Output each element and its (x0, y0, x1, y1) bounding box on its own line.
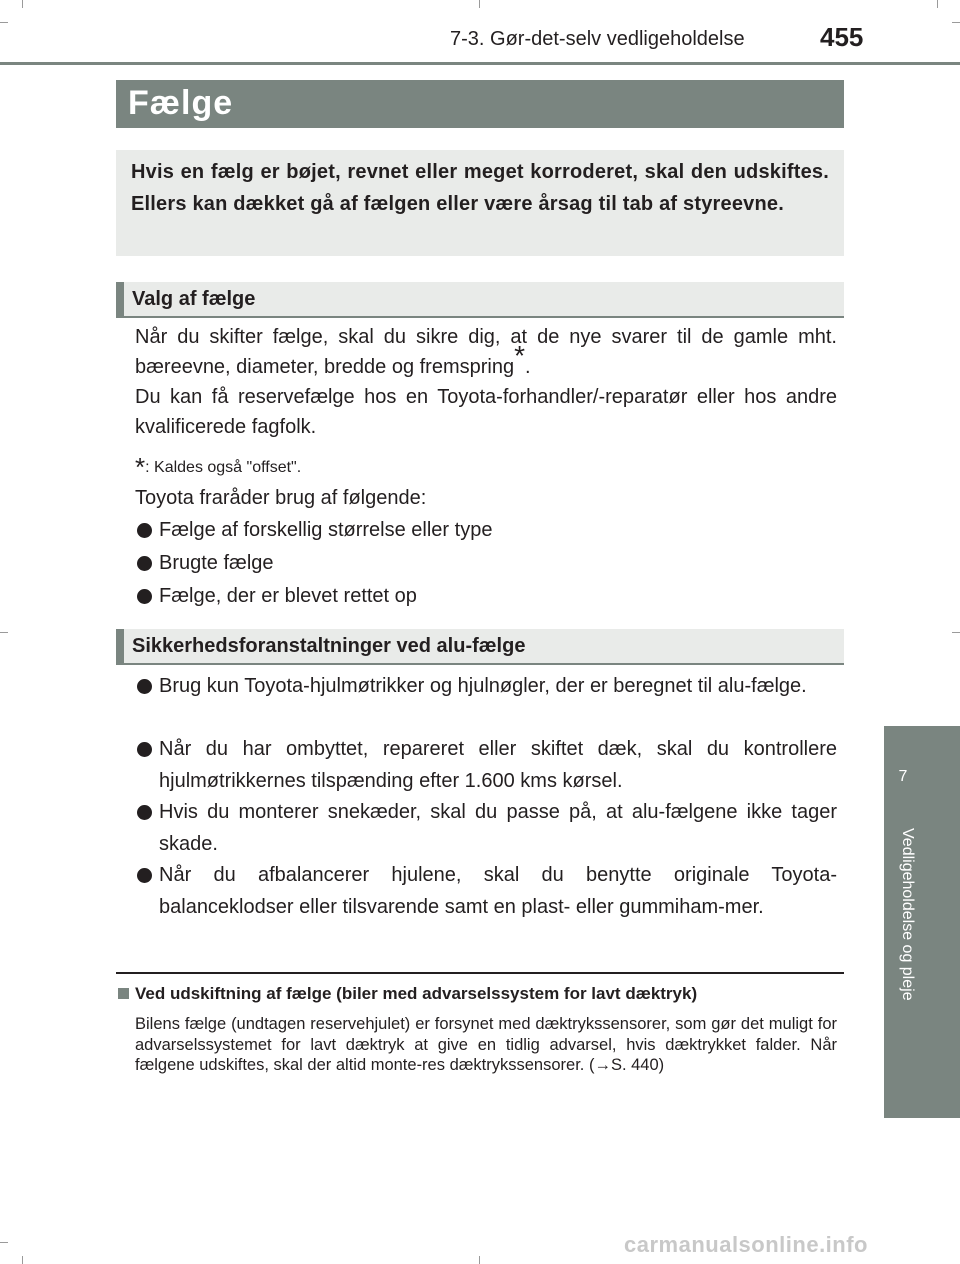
intro-box (116, 150, 844, 256)
list-item (135, 580, 837, 612)
heading-marker (116, 282, 124, 316)
bullet-dot (137, 868, 152, 883)
crop-mark (937, 0, 938, 8)
footnote-marker: * (514, 340, 526, 371)
crop-mark (0, 1242, 8, 1243)
footnote-star: * (135, 452, 146, 482)
list-item (135, 733, 837, 797)
list-item-text: Når du afbalancerer hjulene, skal du benytte originale Toyota-balanceklodser eller tilsvarende samt en plast- eller gummiham-mer. (159, 864, 837, 918)
footnote-text: : Kaldes også "offset". (145, 459, 302, 476)
note-body (135, 1014, 837, 1076)
list-item (135, 547, 837, 579)
chapter-label: Vedligeholdelse og pleje (899, 828, 916, 1001)
crop-mark (952, 22, 960, 23)
crop-mark (479, 1256, 480, 1264)
list-item-text: Når du har ombyttet, repareret eller skiftet dæk, skal du kontrollere hjulmøtrikkernes tilspænding efter 1.600 kms kørsel. (159, 738, 837, 792)
chapter-tab[interactable] (884, 726, 960, 1118)
section-heading-valg (116, 282, 844, 318)
bullet-dot (137, 556, 152, 571)
crop-mark (0, 22, 8, 23)
paragraph-end: . (525, 356, 531, 378)
bullet-dot (137, 523, 152, 538)
watermark: carmanualsonline.info (624, 1232, 868, 1257)
title-bar (116, 80, 844, 128)
header-section-title: 7-3. Gør-det-selv vedligeholdelse (450, 28, 745, 50)
note-heading (118, 984, 697, 1004)
lead-text: Toyota fraråder brug af følgende: (135, 487, 427, 509)
paragraph-choice (135, 322, 837, 382)
bullet-dot (137, 742, 152, 757)
page-number: 455 (820, 22, 864, 52)
crop-mark (0, 632, 8, 633)
bullet-dot (137, 589, 152, 604)
list-item (135, 670, 837, 702)
section-heading-alu (116, 629, 844, 665)
paragraph-dealer: Du kan få reservefælge hos en Toyota-forhandler/-reparatør eller hos andre kvalificerede fagfolk. (135, 386, 837, 438)
note-divider (116, 972, 844, 974)
list-item-text: Fælge, der er blevet rettet op (159, 585, 417, 607)
bullet-dot (137, 679, 152, 694)
arrow-right-icon: → (594, 1056, 611, 1074)
list-item (135, 796, 837, 860)
page-title: Fælge (128, 84, 234, 122)
crop-mark (22, 0, 23, 8)
section-heading-label: Valg af fælge (132, 288, 256, 310)
list-item (135, 859, 837, 923)
chapter-number: 7 (898, 768, 908, 785)
list-item-text: Brugte fælge (159, 552, 274, 574)
section-heading-label: Sikkerhedsforanstaltninger ved alu-fælge (132, 635, 526, 657)
square-bullet-icon (118, 988, 129, 999)
footnote (135, 448, 302, 482)
note-body-text: Bilens fælge (undtagen reservehjulet) er forsynet med dæktrykssensorer, som gør det muligt for advarselssystemet for lavt dæktryk at give en tidlig advarsel, hvis dæktrykket falder. Når fælgene udskiftes, skal der altid monte-res dæktrykssensorer. ( (135, 1015, 837, 1074)
paragraph-text: Når du skifter fælge, skal du sikre dig, at de nye svarer til de gamle mht. bæreevne, diameter, bredde og fremspring (135, 326, 837, 378)
intro-text: Hvis en fælg er bøjet, revnet eller meget korroderet, skal den udskiftes. Ellers kan dækket gå af fælgen eller være årsag til tab af styreevne. (131, 161, 829, 215)
bullet-dot (137, 805, 152, 820)
crop-mark (952, 632, 960, 633)
list-item-text: Fælge af forskellig størrelse eller type (159, 519, 493, 541)
list-item (135, 514, 837, 546)
header-rule (0, 62, 960, 65)
heading-marker (116, 629, 124, 663)
note-heading-text: Ved udskiftning af fælge (biler med advarselssystem for lavt dæktryk) (135, 984, 698, 1003)
crop-mark (479, 0, 480, 8)
list-item-text: Brug kun Toyota-hjulmøtrikker og hjulnøgler, der er beregnet til alu-fælge. (159, 675, 807, 697)
crop-mark (22, 1256, 23, 1264)
list-item-text: Hvis du monterer snekæder, skal du passe på, at alu-fælgene ikke tager skade. (159, 801, 837, 855)
page-reference-link[interactable]: S. 440) (610, 1056, 665, 1074)
